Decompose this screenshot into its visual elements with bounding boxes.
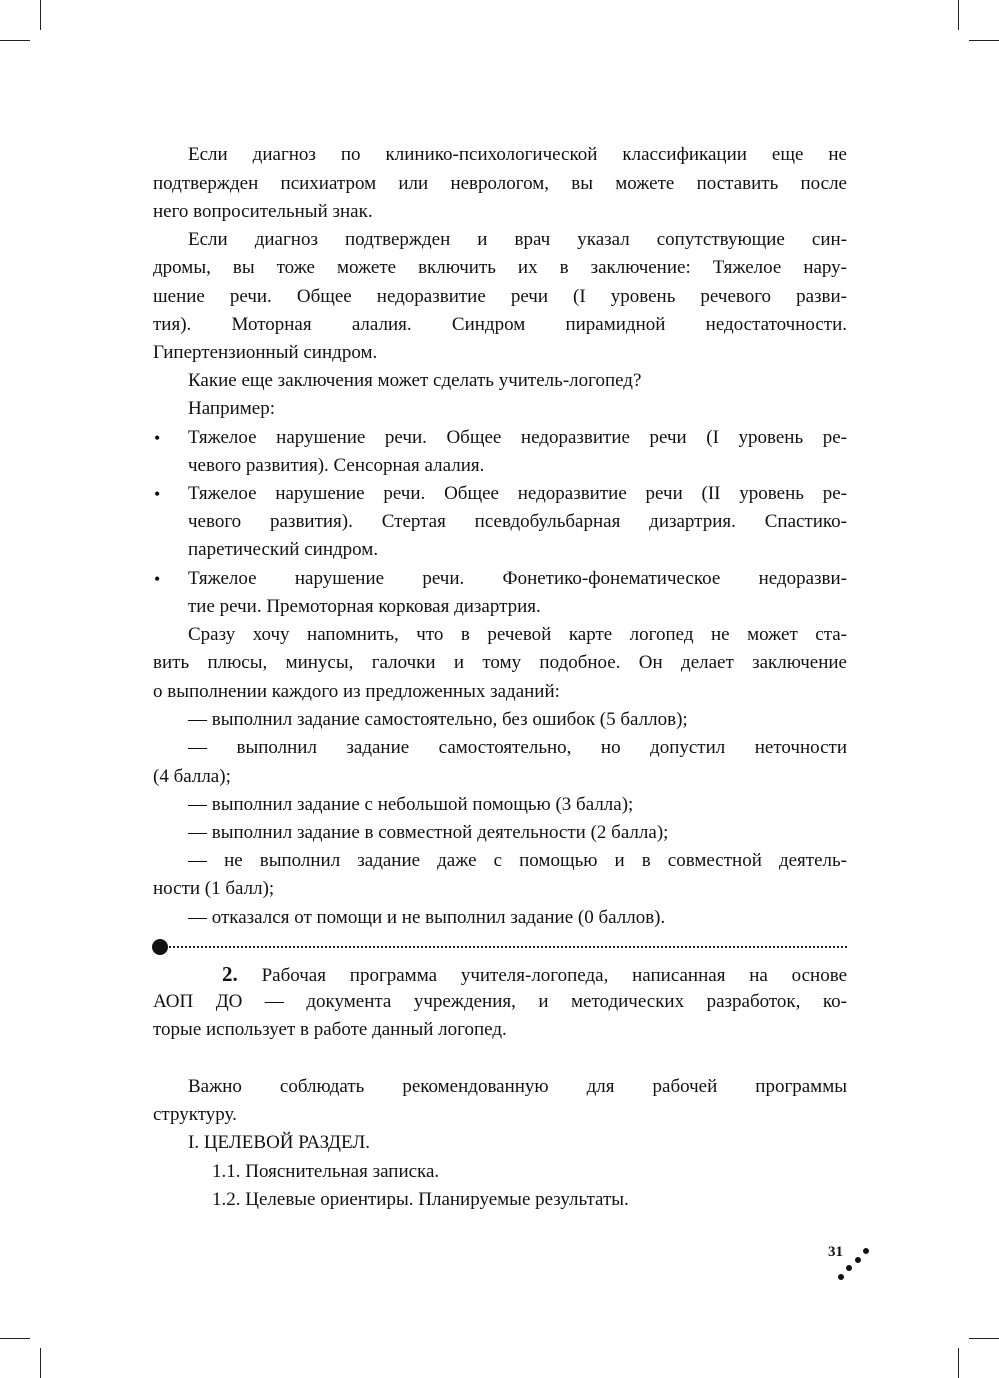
text-line: (4 балла);: [153, 766, 231, 787]
text-line: Важно соблюдать рекомендованную для рабочей программы: [188, 1076, 847, 1097]
text-line: структуру.: [153, 1104, 237, 1125]
text-line: Если диагноз подтвержден и врач указал сопутствующие син-: [188, 229, 847, 250]
text-line: Тяжелое нарушение речи. Общее недоразвитие речи (II уровень ре-: [188, 483, 847, 504]
bullet-icon: •: [154, 484, 161, 504]
crop-mark: [958, 0, 959, 30]
text-line: Гипертензионный синдром.: [153, 342, 378, 363]
text-line: чевого развития). Сенсорная алалия.: [188, 455, 485, 476]
text-line: ности (1 балл);: [153, 878, 275, 899]
text-line: — не выполнил задание даже с помощью и в совместной деятель-: [188, 850, 847, 871]
crop-mark: [0, 1338, 30, 1339]
text-line: тия). Моторная алалия. Синдром пирамидной недостаточности.: [153, 314, 847, 335]
text-line: торые использует в работе данный логопед.: [153, 1019, 507, 1040]
crop-mark: [0, 40, 30, 41]
text-line: — выполнил задание самостоятельно, без ошибок (5 баллов);: [188, 709, 688, 730]
text-line: паретический синдром.: [188, 539, 379, 560]
text-line: подтвержден психиатром или неврологом, вы можете поставить после: [153, 173, 847, 194]
text-line: Какие еще заключения может сделать учитель-логопед?: [188, 370, 642, 391]
text-line: чевого развития). Стертая псевдобульбарная дизартрия. Спастико-: [188, 511, 847, 532]
text-line: — выполнил задание с небольшой помощью (3 балла);: [188, 794, 634, 815]
text-line: Тяжелое нарушение речи. Общее недоразвитие речи (I уровень ре-: [188, 427, 847, 448]
text-line: АОП ДО — документа учреждения, и методических разработок, ко-: [153, 991, 847, 1012]
decor-dot-icon: [838, 1274, 844, 1280]
bullet-icon: •: [154, 569, 161, 589]
crop-mark: [969, 40, 999, 41]
text-line: 1.2. Целевые ориентиры. Планируемые результаты.: [212, 1189, 629, 1210]
text-line: [222, 962, 847, 988]
crop-mark: [969, 1338, 999, 1339]
crop-mark: [958, 1348, 959, 1378]
text-line: 1.1. Пояснительная записка.: [212, 1161, 440, 1182]
text-line: Тяжелое нарушение речи. Фонетико-фонематическое недоразви-: [188, 568, 847, 589]
decor-dot-icon: [846, 1265, 852, 1271]
dotted-separator: [166, 946, 847, 948]
text-line: него вопросительный знак.: [153, 201, 373, 222]
decor-dot-icon: [855, 1257, 861, 1263]
bullet-icon: •: [154, 428, 161, 448]
text-line: шение речи. Общее недоразвитие речи (I уровень речевого разви-: [153, 286, 847, 307]
section-text: Рабочая программа учителя-логопеда, написанная на основе: [261, 965, 848, 986]
text-line: — выполнил задание самостоятельно, но допустил неточности: [188, 737, 847, 758]
text-line: Сразу хочу напомнить, что в речевой карте логопед не может ста-: [188, 624, 847, 645]
text-line: вить плюсы, минусы, галочки и тому подобное. Он делает заключение: [153, 652, 847, 673]
section-number: 2.: [222, 962, 238, 986]
text-line: — выполнил задание в совместной деятельности (2 балла);: [188, 822, 669, 843]
crop-mark: [40, 1348, 41, 1378]
decor-dot-icon: [863, 1248, 869, 1254]
crop-mark: [40, 0, 41, 30]
text-line: Например:: [188, 398, 275, 419]
text-line: Если диагноз по клинико-психологической классификации еще не: [188, 144, 847, 165]
text-line: дромы, вы тоже можете включить их в заключение: Тяжелое нару-: [153, 257, 847, 278]
text-line: — отказался от помощи и не выполнил задание (0 баллов).: [188, 907, 666, 928]
text-line: тие речи. Премоторная корковая дизартрия.: [188, 596, 541, 617]
text-line: I. ЦЕЛЕВОЙ РАЗДЕЛ.: [188, 1132, 370, 1153]
text-line: о выполнении каждого из предложенных заданий:: [153, 681, 560, 702]
page-number: 31: [828, 1244, 843, 1260]
